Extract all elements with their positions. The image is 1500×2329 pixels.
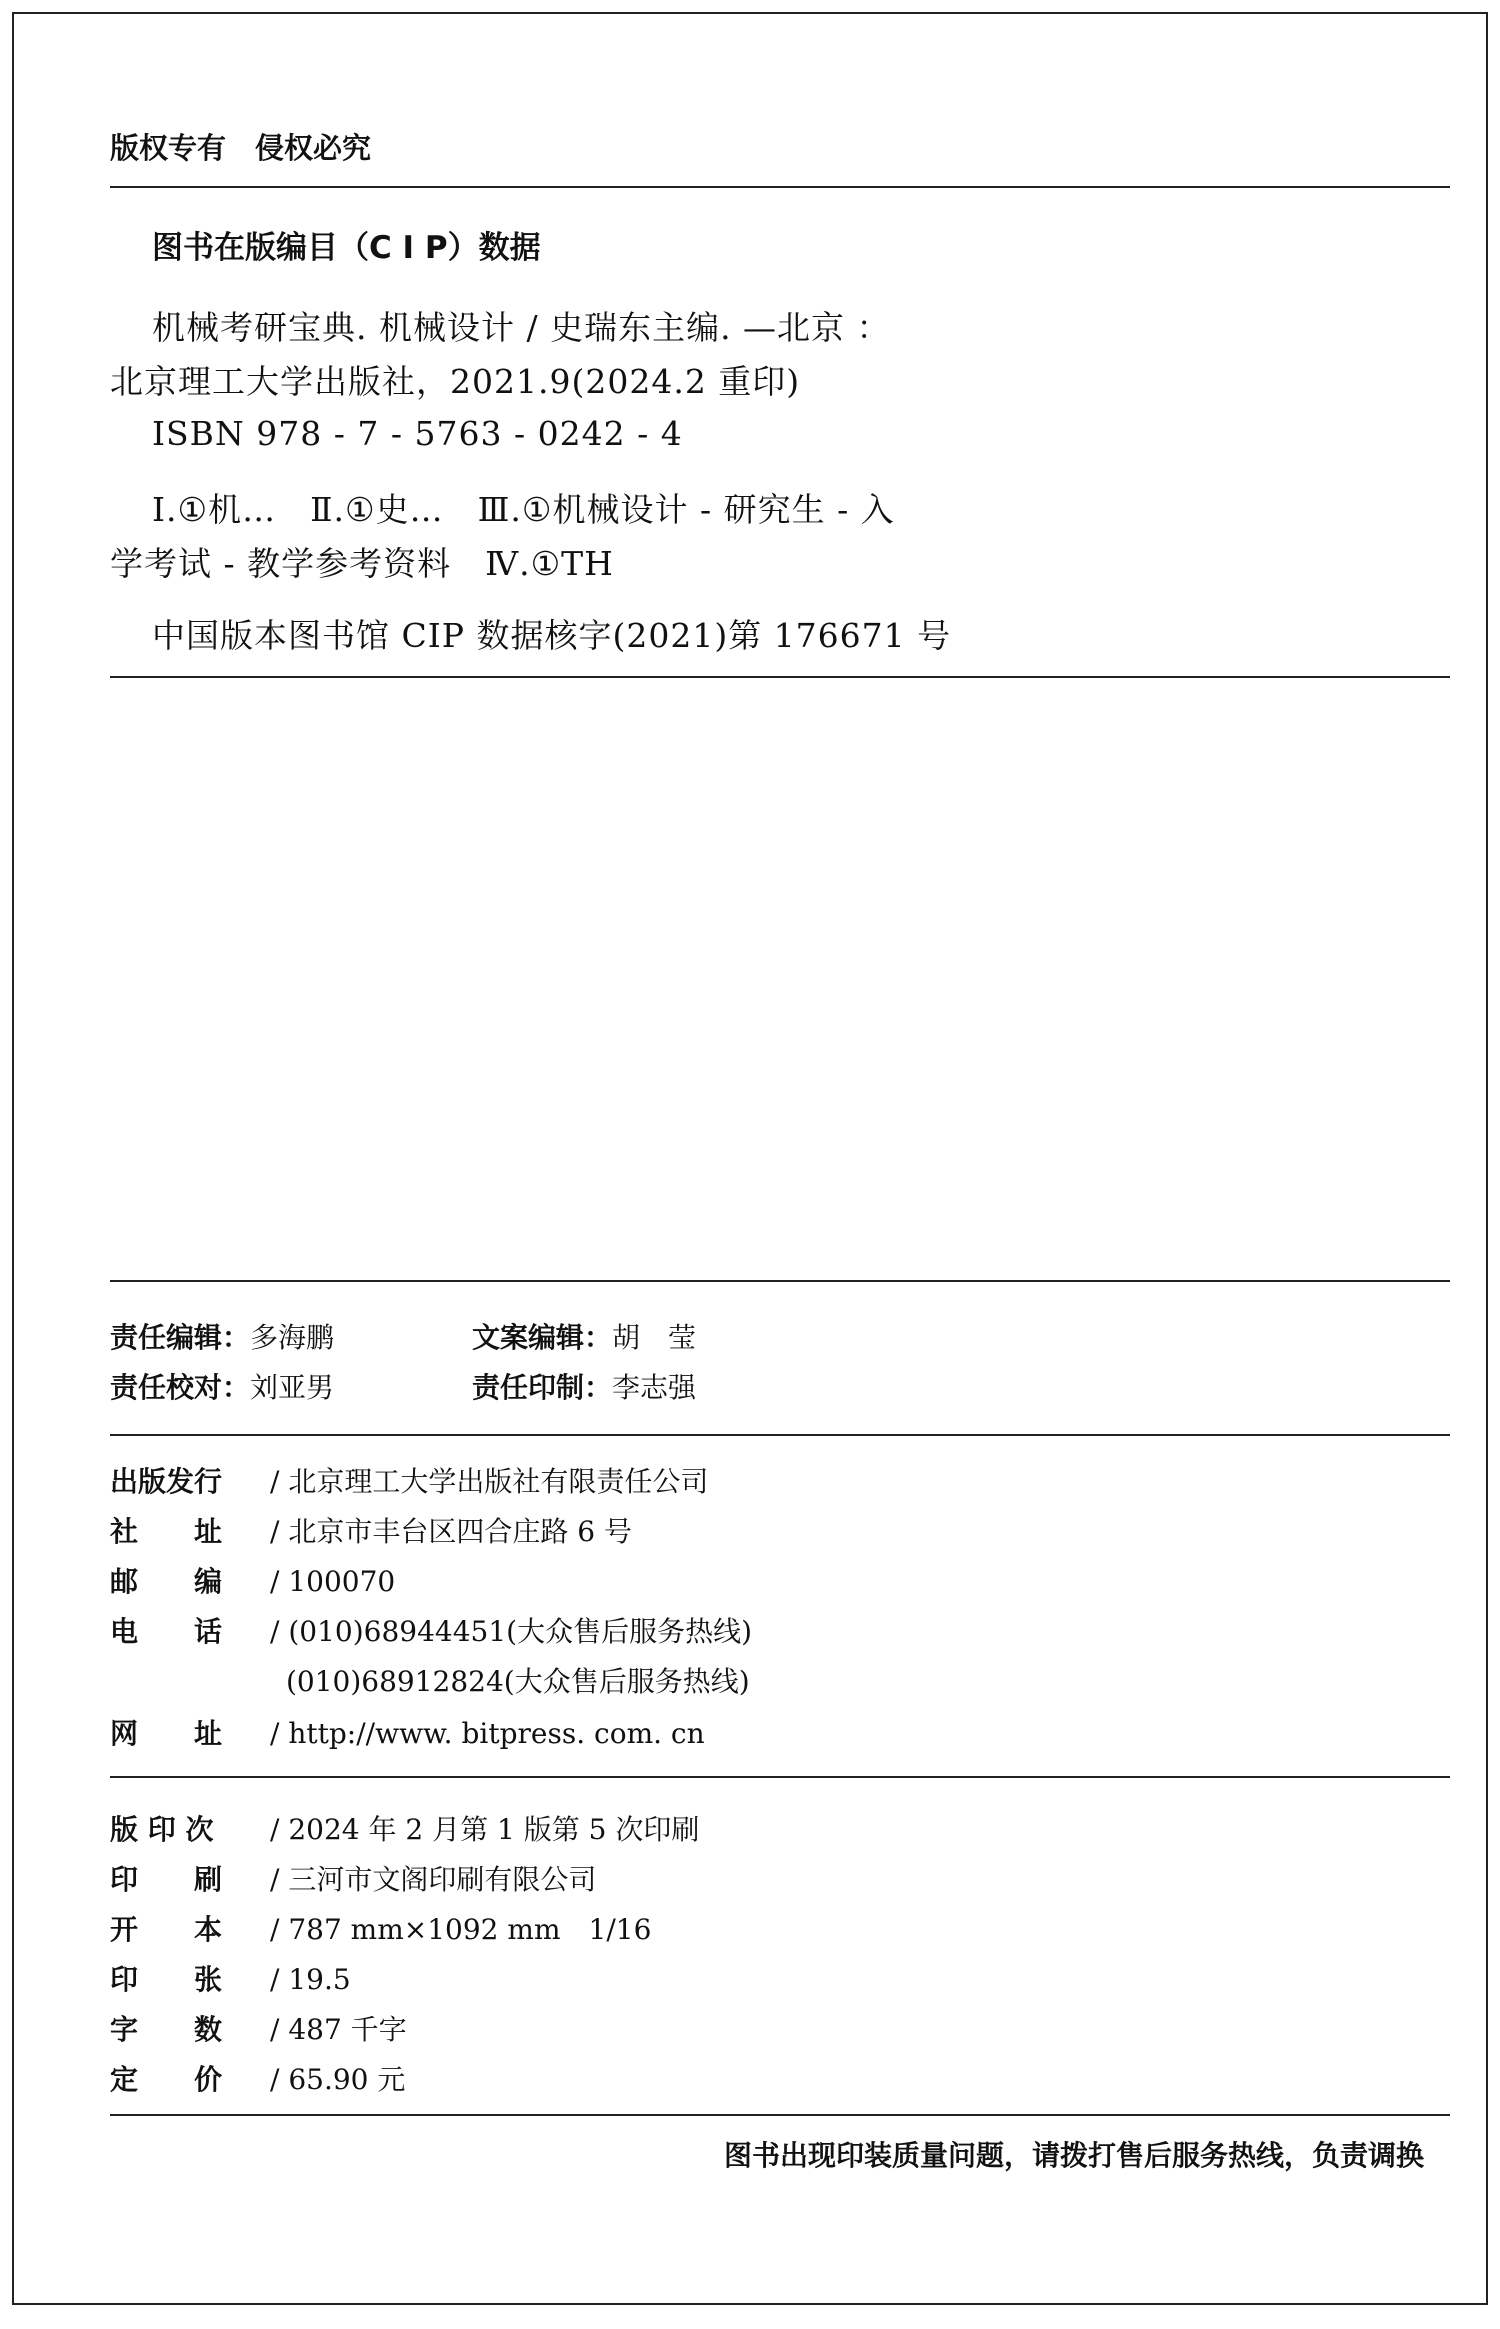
cip-isbn: ISBN 978 - 7 - 5763 - 0242 - 4 [152, 414, 683, 453]
address-row: 社 址 / 北京市丰台区四合庄路 6 号 [110, 1515, 632, 1548]
quality-notice: 图书出现印装质量问题，请拨打售后服务热线，负责调换 [723, 2139, 1424, 2172]
divider [110, 1280, 1450, 1282]
cip-line-1: 机械考研宝典. 机械设计 / 史瑞东主编. —北京 ： [152, 308, 891, 347]
format-row: 开 本 / 787 mm×1092 mm 1/16 [110, 1913, 652, 1946]
divider [110, 2114, 1450, 2116]
printer-row: 印 刷 / 三河市文阁印刷有限公司 [110, 1863, 597, 1896]
price-row: 定 价 / 65.90 元 [110, 2063, 406, 2096]
copy-editor: 胡 莹 [612, 1321, 697, 1354]
responsible-editor: 多海鹏 [250, 1321, 335, 1354]
cip-line-4: Ⅰ.①机… Ⅱ.①史… Ⅲ.①机械设计 - 研究生 - 入 [152, 490, 895, 529]
postcode-row: 邮 编 / 100070 [110, 1565, 396, 1598]
edition-row: 版 印 次 / 2024 年 2 月第 1 版第 5 次印刷 [110, 1813, 700, 1846]
phone-row-2: (010)68912824(大众售后服务热线) [286, 1665, 750, 1698]
divider [110, 676, 1450, 678]
cip-line-6: 中国版本图书馆 CIP 数据核字(2021)第 176671 号 [152, 616, 952, 655]
copyright-notice: 版权专有 侵权必究 [110, 131, 372, 165]
phone-row: 电 话 / (010)68944451(大众售后服务热线) [110, 1615, 752, 1648]
proofreader-label: 责任校对： [110, 1371, 251, 1404]
word-count-row: 字 数 / 487 千字 [110, 2013, 407, 2046]
divider [110, 1434, 1450, 1436]
print-manager: 李志强 [612, 1371, 697, 1404]
editor-row-2 [110, 1366, 696, 1406]
copyright-page [12, 12, 1488, 2305]
print-manager-label: 责任印制： [472, 1371, 613, 1404]
publisher-row: 出版发行 / 北京理工大学出版社有限责任公司 [110, 1465, 709, 1498]
cip-line-5: 学考试 - 教学参考资料 Ⅳ.①TH [110, 544, 614, 583]
proofreader: 刘亚男 [250, 1371, 335, 1404]
website-row: 网 址 / http://www. bitpress. com. cn [110, 1717, 705, 1750]
copy-editor-label: 文案编辑： [472, 1321, 613, 1354]
responsible-editor-label: 责任编辑： [110, 1321, 251, 1354]
cip-line-2: 北京理工大学出版社，2021.9(2024.2 重印) [110, 362, 801, 401]
divider [110, 186, 1450, 188]
cip-title: 图书在版编目（C I P）数据 [152, 230, 541, 266]
sheets-row: 印 张 / 19.5 [110, 1963, 351, 1996]
editor-row-1 [110, 1316, 696, 1356]
divider [110, 1776, 1450, 1778]
